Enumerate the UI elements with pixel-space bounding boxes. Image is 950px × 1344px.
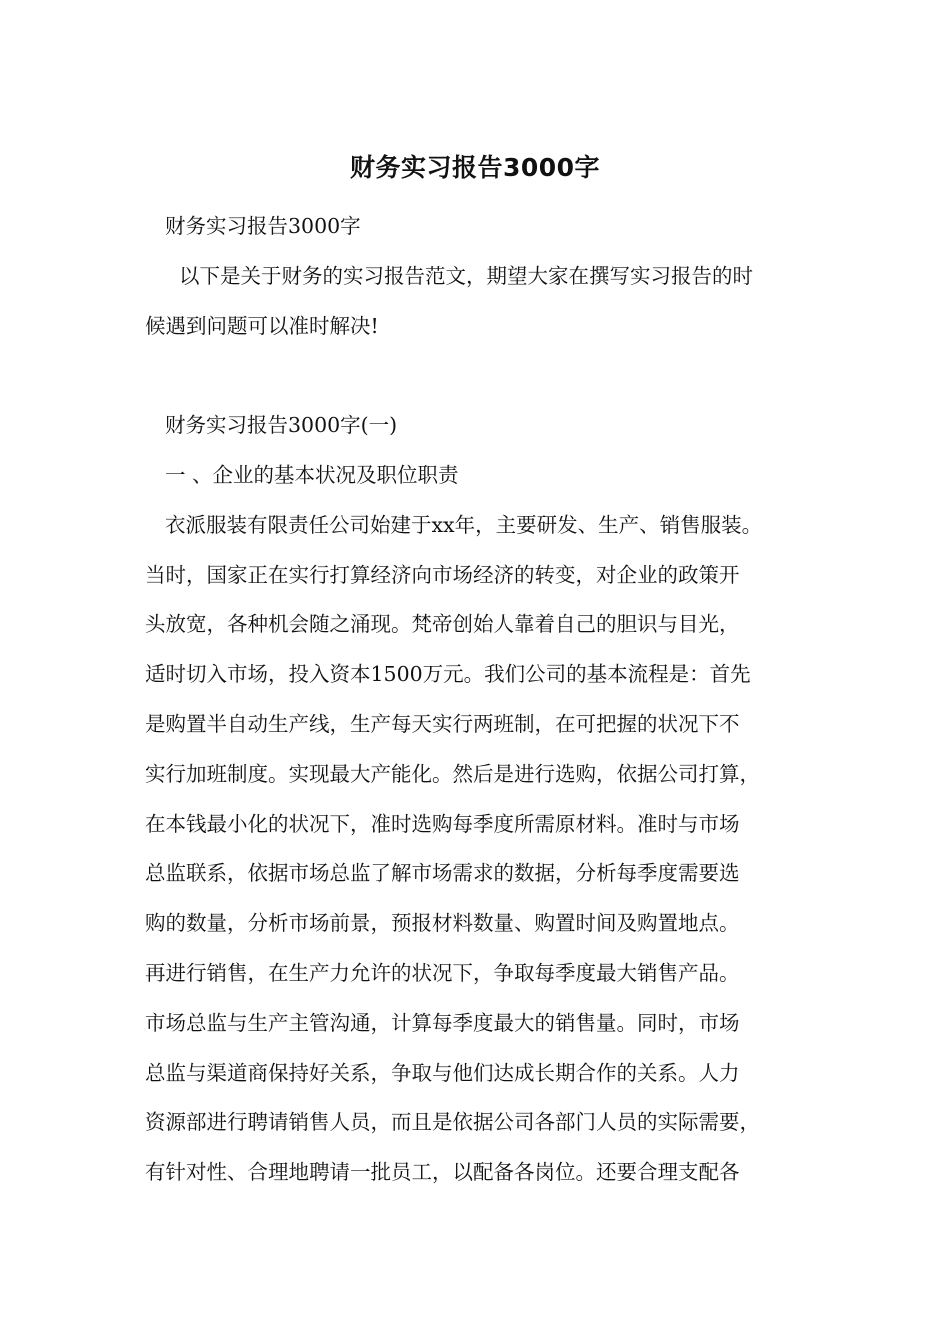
body-line: 衣派服装有限责任公司始建于xx年，主要研发、生产、销售服装。 [165,512,763,537]
body-line: 再进行销售，在生产力允许的状况下，争取每季度最大销售产品。 [145,960,740,985]
body-line: 实行加班制度。实现最大产能化。然后是进行选购，依据公司打算， [145,761,760,786]
body-line: 当时，国家正在实行打算经济向市场经济的转变，对企业的政策开 [145,562,740,587]
section-title: 财务实习报告3000字(一) [165,413,398,438]
section-heading: 一 、企业的基本状况及职位职责 [165,462,459,487]
body-line: 总监与渠道商保持好关系，争取与他们达成长期合作的关系。人力 [145,1060,740,1085]
body-line: 购的数量，分析市场前景，预报材料数量、购置时间及购置地点。 [145,911,740,936]
body-line: 在本钱最小化的状况下，准时选购每季度所需原材料。准时与市场 [145,811,740,836]
body-line: 头放宽，各种机会随之涌现。梵帝创始人靠着自己的胆识与目光， [145,612,740,637]
body-line: 是购置半自动生产线，生产每天实行两班制，在可把握的状况下不 [145,711,740,736]
body-line: 资源部进行聘请销售人员，而且是依据公司各部门人员的实际需要， [145,1110,760,1135]
document-title: 财务实习报告3000字 [349,153,601,182]
body-line: 市场总监与生产主管沟通，计算每季度最大的销售量。同时，市场 [145,1010,740,1035]
body-line: 适时切入市场，投入资本1500万元。我们公司的基本流程是：首先 [145,662,751,687]
body-line: 有针对性、合理地聘请一批员工，以配备各岗位。还要合理支配各 [145,1160,740,1185]
intro-line: 以下是关于财务的实习报告范文，期望大家在撰写实习报告的时 [179,263,753,288]
document-body [145,202,835,1198]
subtitle: 财务实习报告3000字 [165,214,361,238]
intro-line: 候遇到问题可以准时解决! [145,313,379,338]
blank-line [145,351,835,401]
body-line: 总监联系，依据市场总监了解市场需求的数据，分析每季度需要选 [145,861,740,886]
